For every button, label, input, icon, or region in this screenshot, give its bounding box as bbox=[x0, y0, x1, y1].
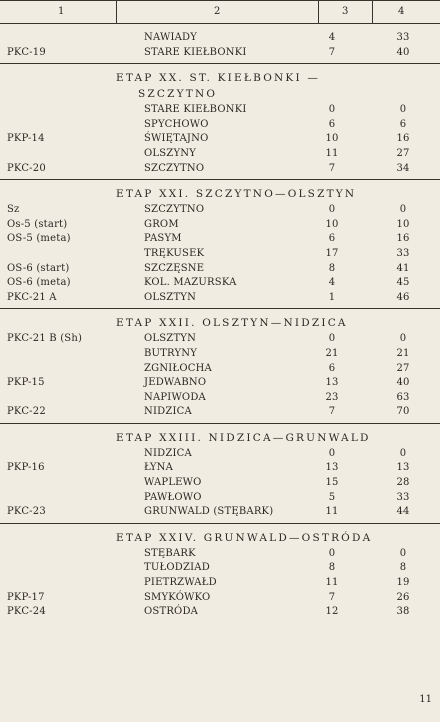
segment-km-cell: 4 bbox=[328, 277, 336, 289]
table-row bbox=[0, 163, 440, 178]
location-cell: NAWIADY bbox=[144, 32, 198, 43]
table-row bbox=[0, 477, 440, 492]
checkpoint-cell: PKC-23 bbox=[7, 506, 46, 518]
total-km-cell: 16 bbox=[396, 133, 410, 145]
stage-title: ETAP XXII. OLSZTYN—NIDZICA bbox=[116, 317, 348, 330]
table-row bbox=[0, 392, 440, 407]
segment-km-cell: 5 bbox=[328, 491, 336, 503]
location-cell: OLSZTYN bbox=[144, 291, 197, 303]
header-divider bbox=[372, 1, 373, 23]
header-col-2: 2 bbox=[214, 6, 221, 17]
total-km-cell: 70 bbox=[396, 406, 410, 418]
total-km-cell: 63 bbox=[396, 391, 410, 403]
stage-title: ETAP XXIII. NIDZICA—GRUNWALD bbox=[116, 431, 371, 444]
segment-km-cell: 0 bbox=[328, 204, 336, 216]
total-km-cell: 33 bbox=[396, 491, 410, 503]
table-row bbox=[0, 233, 440, 248]
segment-km-cell: 7 bbox=[328, 46, 336, 58]
stage-title: SZCZYTNO bbox=[138, 88, 218, 101]
location-cell: ŁYNA bbox=[144, 462, 174, 474]
segment-km-cell: 10 bbox=[325, 133, 339, 145]
segment-km-cell: 11 bbox=[325, 577, 339, 589]
table-row bbox=[0, 119, 440, 134]
location-cell: JEDWABNO bbox=[144, 377, 207, 389]
table-row bbox=[0, 292, 440, 307]
location-cell: NIDZICA bbox=[144, 406, 192, 418]
location-cell: NIDZICA bbox=[144, 447, 192, 459]
table-row bbox=[0, 219, 440, 234]
checkpoint-cell: PKP-15 bbox=[7, 377, 45, 389]
table-row bbox=[0, 406, 440, 421]
segment-km-cell: 0 bbox=[328, 547, 336, 559]
total-km-cell: 0 bbox=[399, 447, 407, 459]
table-row bbox=[0, 104, 440, 119]
total-km-cell: 41 bbox=[396, 262, 410, 274]
table-row bbox=[0, 492, 440, 507]
table-header bbox=[0, 0, 440, 24]
location-cell: ŚWIĘTAJNO bbox=[144, 133, 209, 145]
table-row bbox=[0, 548, 440, 563]
location-cell: TRĘKUSEK bbox=[144, 247, 205, 259]
section-divider bbox=[0, 523, 440, 524]
location-cell: ZGNIŁOCHA bbox=[144, 362, 212, 374]
table-row bbox=[0, 348, 440, 363]
header-divider bbox=[116, 1, 117, 23]
location-cell: NAPIWODA bbox=[144, 391, 206, 403]
checkpoint-cell: PKP-16 bbox=[7, 462, 45, 474]
segment-km-cell: 6 bbox=[328, 118, 336, 130]
location-cell: OLSZTYN bbox=[144, 333, 197, 345]
stage-title: ETAP XXIV. GRUNWALD—OSTRÓDA bbox=[116, 531, 373, 544]
segment-km-cell: 7 bbox=[328, 591, 336, 603]
location-cell: STARE KIEŁBONKI bbox=[144, 46, 247, 58]
total-km-cell: 27 bbox=[396, 147, 410, 159]
table-row bbox=[0, 333, 440, 348]
checkpoint-cell: PKC-22 bbox=[7, 406, 46, 418]
table-row bbox=[0, 133, 440, 148]
table-row bbox=[0, 248, 440, 263]
total-km-cell: 6 bbox=[399, 118, 407, 130]
table-row bbox=[0, 47, 440, 62]
location-cell: PAWŁOWO bbox=[144, 491, 202, 503]
segment-km-cell: 0 bbox=[328, 333, 336, 345]
segment-km-cell: 10 bbox=[325, 218, 339, 230]
total-km-cell: 28 bbox=[396, 477, 410, 489]
table-row bbox=[0, 506, 440, 521]
location-cell: SZCZYTNO bbox=[144, 204, 205, 216]
location-cell: SMYKÓWKO bbox=[144, 591, 211, 603]
checkpoint-cell: OS-5 (meta) bbox=[7, 233, 71, 245]
location-cell: OLSZYNY bbox=[144, 147, 196, 159]
total-km-cell: 40 bbox=[396, 377, 410, 389]
segment-km-cell: 17 bbox=[325, 247, 339, 259]
location-cell: PIETRZWAŁD bbox=[144, 577, 217, 589]
total-km-cell: 0 bbox=[399, 104, 407, 116]
checkpoint-cell: PKC-19 bbox=[7, 46, 46, 58]
location-cell: WAPLEWO bbox=[144, 477, 202, 489]
segment-km-cell: 8 bbox=[328, 262, 336, 274]
total-km-cell: 26 bbox=[396, 591, 410, 603]
segment-km-cell: 7 bbox=[328, 406, 336, 418]
total-km-cell: 21 bbox=[396, 347, 410, 359]
location-cell: SZCZYTNO bbox=[144, 162, 205, 174]
table-row bbox=[0, 363, 440, 378]
location-cell: STARE KIEŁBONKI bbox=[144, 104, 247, 116]
checkpoint-cell: OS-6 (start) bbox=[7, 262, 70, 274]
location-cell: PASYM bbox=[144, 233, 182, 245]
table-row bbox=[0, 148, 440, 163]
total-km-cell: 38 bbox=[396, 606, 410, 618]
location-cell: STĘBARK bbox=[144, 547, 196, 559]
stage-title: ETAP XX. ST. KIEŁBONKI — bbox=[116, 72, 321, 85]
segment-km-cell: 4 bbox=[328, 32, 336, 43]
total-km-cell: 44 bbox=[396, 506, 410, 518]
table-row bbox=[0, 577, 440, 592]
total-km-cell: 19 bbox=[396, 577, 410, 589]
header-col-4: 4 bbox=[398, 6, 405, 17]
segment-km-cell: 15 bbox=[325, 477, 339, 489]
location-cell: GROM bbox=[144, 218, 179, 230]
segment-km-cell: 13 bbox=[325, 462, 339, 474]
total-km-cell: 16 bbox=[396, 233, 410, 245]
location-cell: GRUNWALD (STĘBARK) bbox=[144, 506, 274, 518]
segment-km-cell: 0 bbox=[328, 104, 336, 116]
total-km-cell: 27 bbox=[396, 362, 410, 374]
checkpoint-cell: PKC-24 bbox=[7, 606, 46, 618]
header-col-1: 1 bbox=[58, 6, 65, 17]
total-km-cell: 46 bbox=[396, 291, 410, 303]
page-number: 11 bbox=[419, 694, 432, 705]
segment-km-cell: 6 bbox=[328, 233, 336, 245]
total-km-cell: 40 bbox=[396, 46, 410, 58]
segment-km-cell: 21 bbox=[325, 347, 339, 359]
location-cell: BUTRYNY bbox=[144, 347, 198, 359]
checkpoint-cell: PKP-17 bbox=[7, 591, 45, 603]
total-km-cell: 0 bbox=[399, 547, 407, 559]
section-divider bbox=[0, 308, 440, 309]
table-row bbox=[0, 32, 440, 47]
location-cell: TUŁODZIAD bbox=[144, 562, 210, 574]
checkpoint-cell: PKC-20 bbox=[7, 162, 46, 174]
checkpoint-cell: PKP-14 bbox=[7, 133, 45, 145]
segment-km-cell: 11 bbox=[325, 506, 339, 518]
section-divider bbox=[0, 63, 440, 64]
segment-km-cell: 13 bbox=[325, 377, 339, 389]
location-cell: KOL. MAZURSKA bbox=[144, 277, 237, 289]
location-cell: OSTRÓDA bbox=[144, 606, 199, 618]
total-km-cell: 8 bbox=[399, 562, 407, 574]
total-km-cell: 33 bbox=[396, 247, 410, 259]
table-row bbox=[0, 377, 440, 392]
header-col-3: 3 bbox=[342, 6, 349, 17]
total-km-cell: 34 bbox=[396, 162, 410, 174]
location-cell: SZCZĘSNE bbox=[144, 262, 205, 274]
total-km-cell: 13 bbox=[396, 462, 410, 474]
total-km-cell: 0 bbox=[399, 333, 407, 345]
checkpoint-cell: Os-5 (start) bbox=[7, 218, 68, 230]
table-row bbox=[0, 204, 440, 219]
section-divider bbox=[0, 179, 440, 180]
segment-km-cell: 8 bbox=[328, 562, 336, 574]
stage-title: ETAP XXI. SZCZYTNO—OLSZTYN bbox=[116, 188, 357, 201]
table-row bbox=[0, 263, 440, 278]
section-divider bbox=[0, 423, 440, 424]
checkpoint-cell: Sz bbox=[7, 204, 20, 216]
header-divider bbox=[318, 1, 319, 23]
table-row bbox=[0, 592, 440, 607]
segment-km-cell: 0 bbox=[328, 447, 336, 459]
segment-km-cell: 12 bbox=[325, 606, 339, 618]
checkpoint-cell: OS-6 (meta) bbox=[7, 277, 71, 289]
total-km-cell: 45 bbox=[396, 277, 410, 289]
table-row bbox=[0, 606, 440, 621]
segment-km-cell: 11 bbox=[325, 147, 339, 159]
total-km-cell: 10 bbox=[396, 218, 410, 230]
segment-km-cell: 7 bbox=[328, 162, 336, 174]
segment-km-cell: 6 bbox=[328, 362, 336, 374]
checkpoint-cell: PKC-21 B (Sh) bbox=[7, 333, 83, 345]
table-row bbox=[0, 462, 440, 477]
total-km-cell: 33 bbox=[396, 32, 410, 43]
total-km-cell: 0 bbox=[399, 204, 407, 216]
table-row bbox=[0, 562, 440, 577]
segment-km-cell: 23 bbox=[325, 391, 339, 403]
location-cell: SPYCHOWO bbox=[144, 118, 209, 130]
route-table bbox=[0, 32, 440, 621]
table-row bbox=[0, 448, 440, 463]
segment-km-cell: 1 bbox=[328, 291, 336, 303]
table-row bbox=[0, 277, 440, 292]
checkpoint-cell: PKC-21 A bbox=[7, 291, 57, 303]
